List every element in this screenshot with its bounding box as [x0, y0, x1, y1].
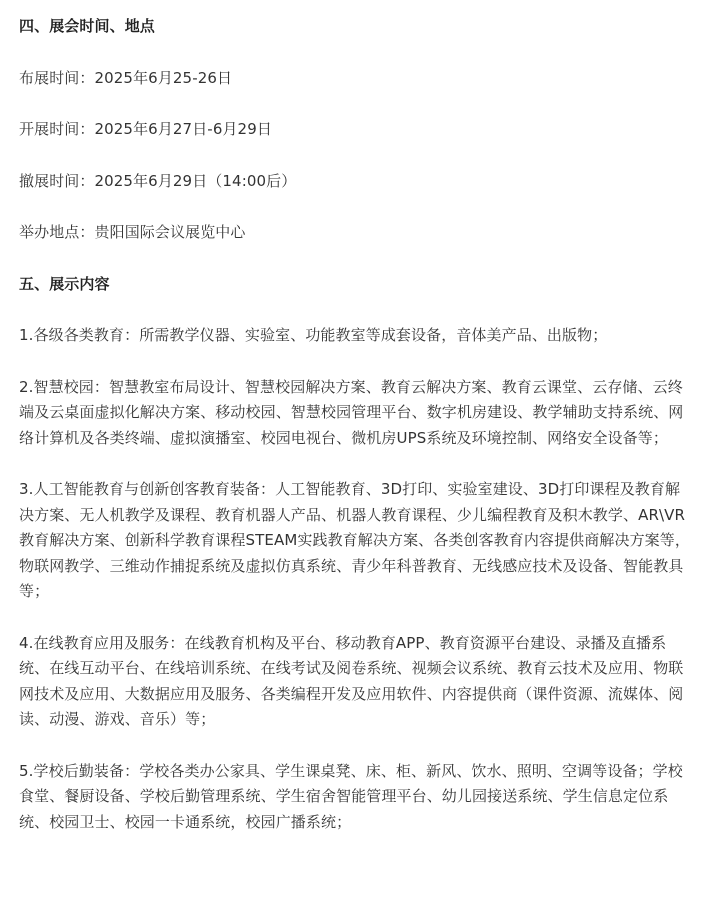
article-body	[19, 14, 695, 860]
exhibit-item-5: 5.学校后勤装备：学校各类办公家具、学生课桌凳、床、柜、新风、饮水、照明、空调等设备；学校食堂、餐厨设备、学校后勤管理系统、学生宿舍智能管理平台、幼儿园接送系统、学生信息定位系统、校园卫士、校园一卡通系统，校园广播系统；	[19, 761, 683, 831]
setup-time: 布展时间：2025年6月25-26日	[19, 68, 233, 87]
section-heading-time-venue: 四、展会时间、地点	[19, 17, 155, 35]
venue: 举办地点：贵阳国际会议展览中心	[19, 223, 246, 241]
exhibit-item-3: 3.人工智能教育与创新创客教育装备：人工智能教育、3D打印、实验室建设、3D打印课程及教育解决方案、无人机教学及课程、教育机器人产品、机器人教育课程、少儿编程教育及积木教学、AR\VR教育解决方案、创新科学教育课程STEAM实践教育解决方案、各类创客教育内容提供商解决方案等，物联网教学、三维动作捕捉系统及虚拟仿真系统、青少年科普教育、无线感应技术及设备、智能教具等；	[19, 480, 690, 600]
exhibit-item-1: 1.各级各类教育：所需教学仪器、实验室、功能教室等成套设备，音体美产品、出版物；	[19, 326, 608, 344]
open-time: 开展时间：2025年6月27日-6月29日	[19, 120, 272, 138]
teardown-time: 撤展时间：2025年6月29日（14:00后）	[19, 171, 297, 190]
section-heading-exhibits: 五、展示内容	[19, 274, 110, 293]
exhibit-item-4: 4.在线教育应用及服务：在线教育机构及平台、移动教育APP、教育资源平台建设、录播及直播系统、在线互动平台、在线培训系统、在线考试及阅卷系统、视频会议系统、教育云技术及应用、物联网技术及应用、大数据应用及服务、各类编程开发及应用软件、内容提供商（课件资源、流媒体、阅读、动漫、游戏、音乐）等；	[19, 633, 684, 728]
exhibit-item-2: 2.智慧校园：智慧教室布局设计、智慧校园解决方案、教育云解决方案、教育云课堂、云存储、云终端及云桌面虚拟化解决方案、移动校园、智慧校园管理平台、数字机房建设、教学辅助支持系统、网络计算机及各类终端、虚拟演播室、校园电视台、微机房UPS系统及环境控制、网络安全设备等；	[19, 377, 684, 447]
